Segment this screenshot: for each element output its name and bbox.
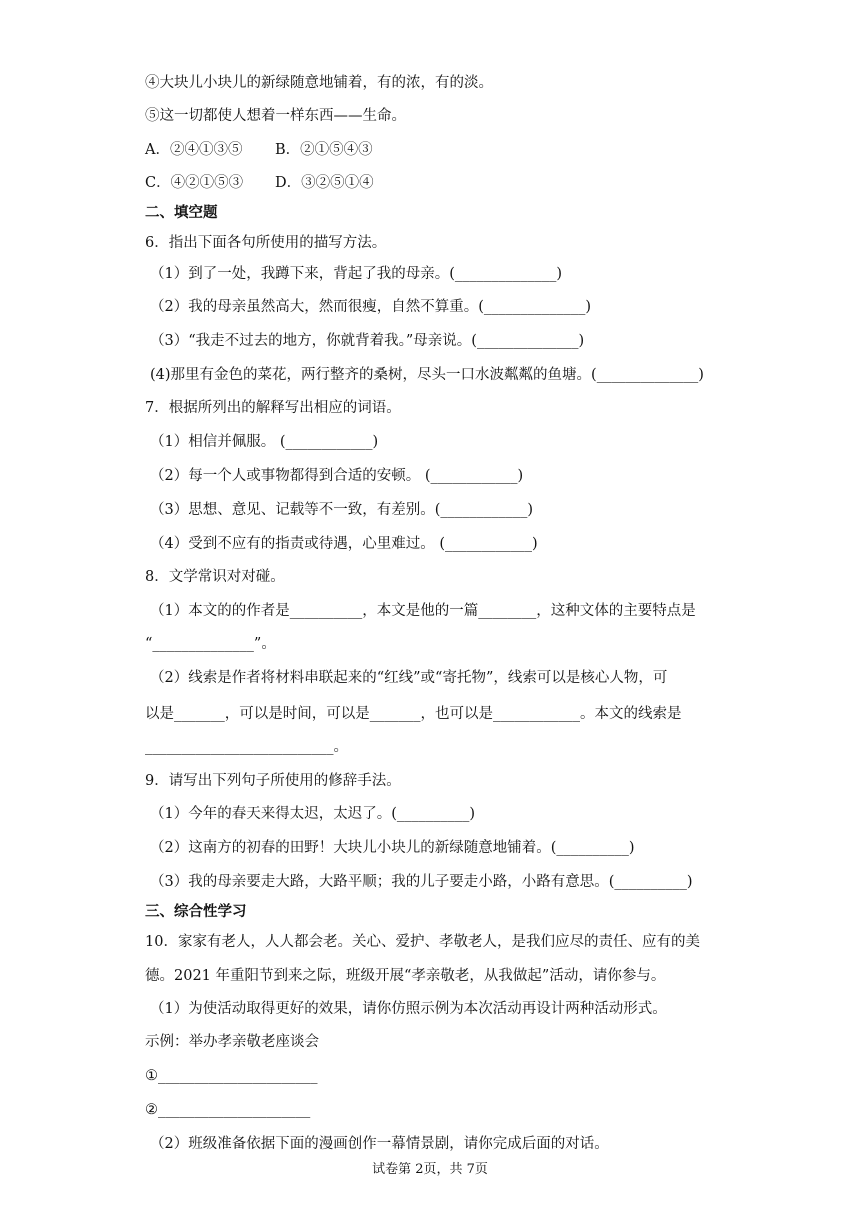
- question-7-item-4: （4）受到不应有的指责或待遇，心里难过。 (____________): [150, 536, 538, 552]
- question-7-item-1: （1）相信并佩服。 (____________): [150, 434, 379, 450]
- question-8-item-1-line-1: （1）本文的的作者是__________，本文是他的一篇________，这种文体的主要特点是: [150, 603, 696, 619]
- section-heading-fill-in: 二、填空题: [145, 205, 218, 221]
- sentence-4: ④大块儿小块儿的新绿随意地铺着，有的浓，有的淡。: [145, 75, 493, 91]
- option-b: B．②①⑤④③: [275, 142, 373, 158]
- question-10-item-2: （2）班级准备依据下面的漫画创作一幕情景剧，请你完成后面的对话。: [150, 1136, 609, 1152]
- question-10-line-1: 10．家家有老人，人人都会老。关心、爱护、孝敬老人，是我们应尽的责任、应有的美: [145, 934, 700, 950]
- question-6: 6．指出下面各句所使用的描写方法。: [145, 235, 387, 251]
- question-6-item-2: （2）我的母亲虽然高大，然而很瘦，自然不算重。(______________): [150, 299, 592, 315]
- option-c: C．④②①⑤③: [145, 175, 244, 191]
- question-6-item-3: （3）“我走不过去的地方，你就背着我。”母亲说。(______________): [150, 333, 585, 349]
- answer-blank-1: ①______________________: [145, 1068, 318, 1084]
- page-footer: 试卷第 2页，共 7页: [372, 1162, 488, 1177]
- question-10-item-1: （1）为使活动取得更好的效果，请你仿照示例为本次活动再设计两种活动形式。: [150, 1001, 667, 1017]
- option-a: A．②④①③⑤: [145, 142, 243, 158]
- question-7: 7．根据所列出的解释写出相应的词语。: [145, 400, 401, 416]
- question-8: 8．文学常识对对碰。: [145, 569, 285, 585]
- section-heading-comprehensive: 三、综合性学习: [145, 904, 247, 920]
- question-8-item-2-line-1: （2）线索是作者将材料串联起来的“红线”或“寄托物”，线索可以是核心人物，可: [150, 670, 668, 686]
- question-9: 9．请写出下列句子所使用的修辞手法。: [145, 773, 401, 789]
- example-line: 示例：举办孝亲敬老座谈会: [145, 1034, 319, 1050]
- question-8-item-2-line-3: __________________________。: [145, 739, 348, 755]
- question-8-item-1-line-2: “______________”。: [145, 636, 276, 652]
- sentence-5: ⑤这一切都使人想着一样东西——生命。: [145, 108, 406, 124]
- question-7-item-3: （3）思想、意见、记载等不一致，有差别。(____________): [150, 502, 534, 518]
- question-6-item-1: （1）到了一处，我蹲下来，背起了我的母亲。(______________): [150, 266, 563, 282]
- answer-blank-2: ②_____________________: [145, 1102, 311, 1118]
- question-8-item-2-line-2: 以是_______，可以是时间，可以是_______，也可以是____________。本文的线索是: [145, 706, 682, 722]
- question-6-item-4: (4)那里有金色的菜花，两行整齐的桑树，尽头一口水波粼粼的鱼塘。(______________): [150, 367, 704, 383]
- question-10-line-2: 德。2021 年重阳节到来之际，班级开展“孝亲敬老，从我做起”活动，请你参与。: [145, 968, 666, 984]
- question-9-item-2: （2）这南方的初春的田野！大块儿小块儿的新绿随意地铺着。(__________): [150, 840, 635, 856]
- question-7-item-2: （2）每一个人或事物都得到合适的安顿。 (____________): [150, 468, 524, 484]
- question-9-item-3: （3）我的母亲要走大路，大路平顺；我的儿子要走小路，小路有意思。(__________): [150, 874, 693, 890]
- option-d: D．③②⑤①④: [275, 175, 374, 191]
- question-9-item-1: （1）今年的春天来得太迟，太迟了。(__________): [150, 806, 476, 822]
